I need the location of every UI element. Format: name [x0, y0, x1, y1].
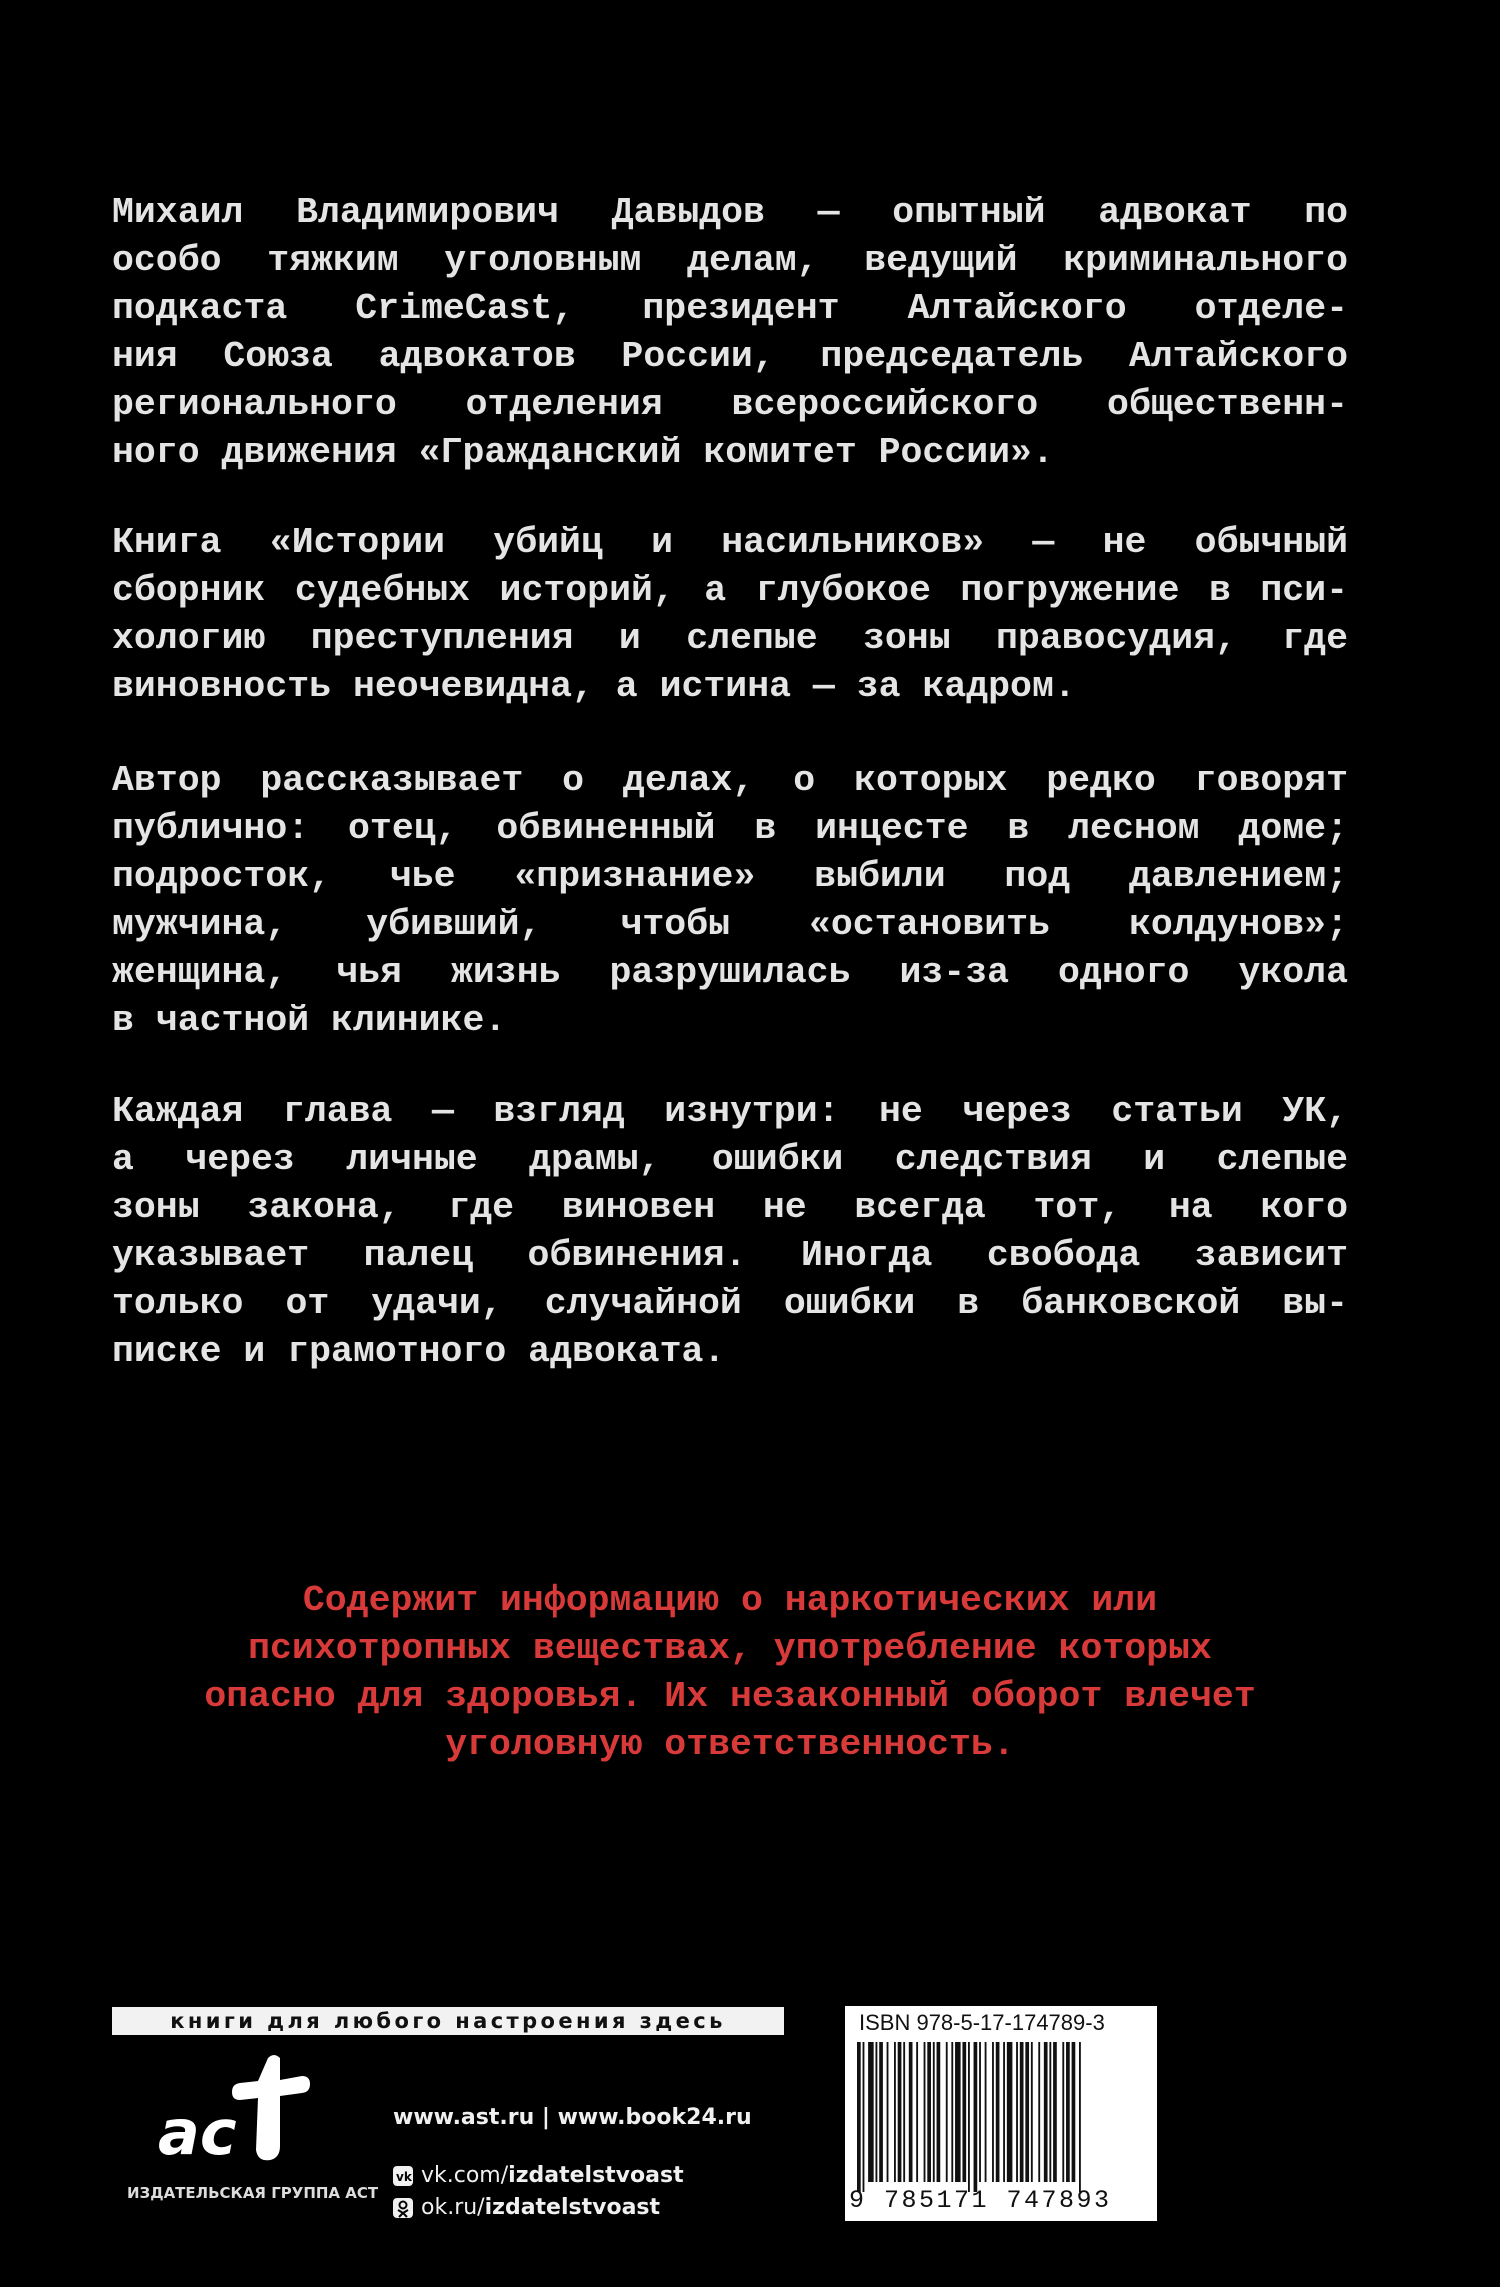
text-line: Автор рассказывает о делах, о которых редко говорят: [112, 760, 1348, 801]
barcode-bar: [1049, 2042, 1051, 2182]
barcode-bar: [857, 2042, 861, 2192]
text-line: только от удачи, случайной ошибки в банковской вы-: [112, 1283, 1348, 1324]
text-line: особо тяжким уголовным делам, ведущий криминального: [112, 240, 1348, 281]
ast-logo-icon: [150, 2050, 330, 2165]
warning-line: психотропных веществах, употребление которых: [248, 1628, 1212, 1669]
barcode-bar: [951, 2042, 953, 2182]
barcode-bar: [924, 2042, 926, 2182]
text-line: Михаил Владимирович Давыдов — опытный адвокат по: [112, 192, 1348, 233]
vk-handle: izdatelstvoast: [508, 2163, 684, 2188]
vk-icon: [393, 2166, 413, 2186]
publisher-name: ИЗДАТЕЛЬСКАЯ ГРУППА АСТ: [127, 2184, 379, 2202]
barcode-bar: [933, 2042, 935, 2182]
ok-prefix: ok.ru/: [421, 2195, 485, 2220]
author-bio-paragraph: [112, 189, 1348, 477]
vk-prefix: vk.com/: [421, 2163, 509, 2188]
barcode-bar: [937, 2042, 941, 2182]
barcode-bar: [894, 2042, 896, 2182]
barcode-bar: [916, 2042, 918, 2182]
svg-text:vk: vk: [396, 2170, 412, 2184]
website-links[interactable]: www.ast.ru | www.book24.ru: [393, 2105, 752, 2130]
barcode-bar: [1072, 2042, 1076, 2182]
barcode-bar: [1053, 2042, 1057, 2182]
text-line: публично: отец, обвиненный в инцесте в лесном доме;: [112, 808, 1348, 849]
barcode-bar: [879, 2042, 883, 2182]
warning-line: опасно для здоровья. Их незаконный оборот влечет: [204, 1676, 1256, 1717]
text-line: хологию преступления и слепые зоны правосудия, где: [112, 618, 1348, 659]
text-line: а через личные драмы, ошибки следствия и слепые: [112, 1139, 1348, 1180]
barcode-bar: [927, 2042, 931, 2182]
barcode-bar: [876, 2042, 878, 2182]
text-line: подросток, чье «признание» выбили под давлением;: [112, 856, 1348, 897]
text-line: женщина, чья жизнь разрушилась из-за одного укола: [112, 952, 1348, 993]
text-line: указывает палец обвинения. Иногда свобода зависит: [112, 1235, 1348, 1276]
text-line: регионального отделения всероссийского общественн-: [112, 384, 1348, 425]
barcode-bar: [1007, 2042, 1013, 2182]
chapters-paragraph: [112, 1088, 1348, 1376]
barcode-bar: [1044, 2042, 1048, 2182]
ok-link[interactable]: [393, 2192, 752, 2224]
text-line: в частной клинике.: [112, 1000, 507, 1041]
text-line: мужчина, убивший, чтобы «остановить колдунов»;: [112, 904, 1348, 945]
barcode-bar: [909, 2042, 913, 2182]
barcode-bar: [1003, 2042, 1005, 2182]
book-description-paragraph: [112, 519, 1348, 711]
barcode-bar: [955, 2042, 961, 2182]
barcode-bar: [996, 2042, 1000, 2182]
barcode-bar: [1062, 2042, 1064, 2182]
text-line: сборник судебных историй, а глубокое погружение в пси-: [112, 570, 1348, 611]
barcode-bar: [1025, 2042, 1029, 2182]
vk-link[interactable]: [393, 2160, 752, 2192]
barcode-bar: [974, 2042, 978, 2192]
barcode-bar: [985, 2042, 987, 2182]
slogan-banner: книги для любого настроения здесь: [112, 2007, 784, 2035]
barcode-bar: [1066, 2042, 1070, 2182]
barcode-bar: [1079, 2042, 1081, 2192]
barcode-bar: [968, 2042, 970, 2192]
ok-icon: [393, 2198, 413, 2218]
text-line: Книга «Истории убийц и насильников» — не обычный: [112, 522, 1348, 563]
isbn-digits: 9 785171 747893: [849, 2186, 1112, 2215]
barcode-bar: [898, 2042, 902, 2182]
barcode-bar: [979, 2042, 981, 2182]
barcode-bar: [1016, 2042, 1018, 2182]
barcode-bar: [962, 2042, 966, 2182]
text-line: подкаста CrimeCast, президент Алтайского отделе-: [112, 288, 1348, 329]
text-line: зоны закона, где виновен не всегда тот, на кого: [112, 1187, 1348, 1228]
text-line: ния Союза адвокатов России, председатель Алтайского: [112, 336, 1348, 377]
warning-line: уголовную ответственность.: [445, 1724, 1015, 1765]
barcode-bar: [903, 2042, 905, 2182]
barcode-bar: [887, 2042, 889, 2182]
publisher-links: [393, 2105, 752, 2224]
text-line: виновность неочевидна, а истина — за кадром.: [112, 666, 1076, 707]
warning-line: Содержит информацию о наркотических или: [302, 1580, 1158, 1621]
barcode-bar: [868, 2042, 874, 2182]
cases-paragraph: [112, 757, 1348, 1045]
barcode-bar: [863, 2042, 865, 2192]
text-line: писке и грамотного адвоката.: [112, 1331, 726, 1372]
barcode-bars: [857, 2042, 1145, 2192]
text-line: ного движения «Гражданский комитет России».: [112, 432, 1054, 473]
svg-text:ас: ас: [158, 2096, 237, 2165]
barcode-bar: [1038, 2042, 1040, 2182]
ok-handle: izdatelstvoast: [484, 2195, 661, 2220]
barcode-bar: [1031, 2042, 1033, 2182]
barcode-bar: [1020, 2042, 1024, 2182]
barcode-bar: [992, 2042, 994, 2182]
isbn-barcode: [845, 2006, 1157, 2221]
isbn-label: ISBN 978-5-17-174789-3: [859, 2010, 1105, 2035]
barcode-bar: [946, 2042, 948, 2182]
text-line: Каждая глава — взгляд изнутри: не через статьи УК,: [112, 1091, 1348, 1132]
content-warning: [112, 1577, 1348, 1769]
